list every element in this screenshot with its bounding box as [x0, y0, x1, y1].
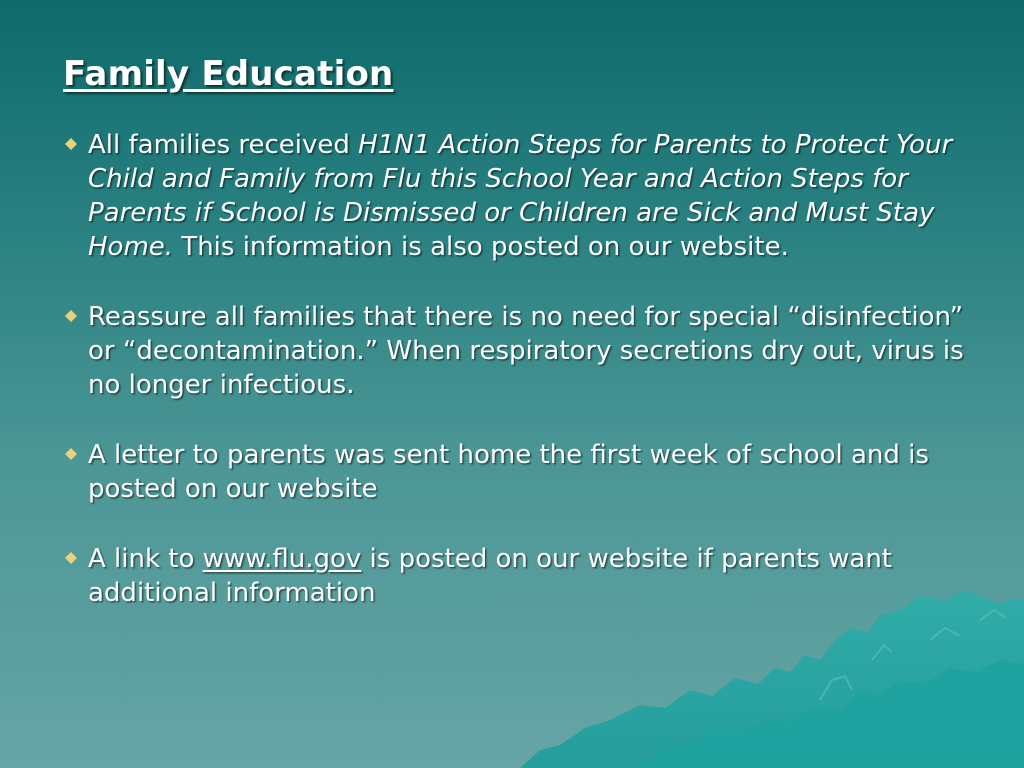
bullet-item-link — [62, 542, 967, 610]
bullet-item-letter — [62, 438, 967, 506]
diamond-icon — [65, 310, 77, 322]
slide-title: Family Education — [63, 54, 394, 94]
flu-gov-link[interactable]: www.flu.gov — [202, 544, 362, 574]
bullet-item-action-steps — [62, 128, 967, 264]
bullet-text: A letter to parents was sent home the first week of school and is posted on our website — [88, 440, 929, 504]
bullet-text: is posted on our website if parents want additional information — [88, 544, 893, 608]
bullet-item-reassure — [62, 300, 967, 402]
diamond-icon — [65, 138, 77, 150]
bullet-text: A link to — [88, 544, 203, 574]
bullet-text: All families received — [88, 130, 359, 160]
bullet-text: This information is also posted on our website. — [173, 232, 789, 262]
bullet-list — [62, 128, 967, 646]
bullet-italic-text: H1N1 Action Steps for Parents to Protect Your Child and Family from Flu this School Year and Action Steps for Parents if School is Dismissed or Children are Sick and Must Stay Home. — [88, 130, 953, 262]
bullet-text: Reassure all families that there is no need for special “disinfection” or “decontamination.” When respiratory secretions dry out, virus is no longer infectious. — [88, 302, 964, 400]
diamond-icon — [65, 448, 77, 460]
diamond-icon — [65, 552, 77, 564]
